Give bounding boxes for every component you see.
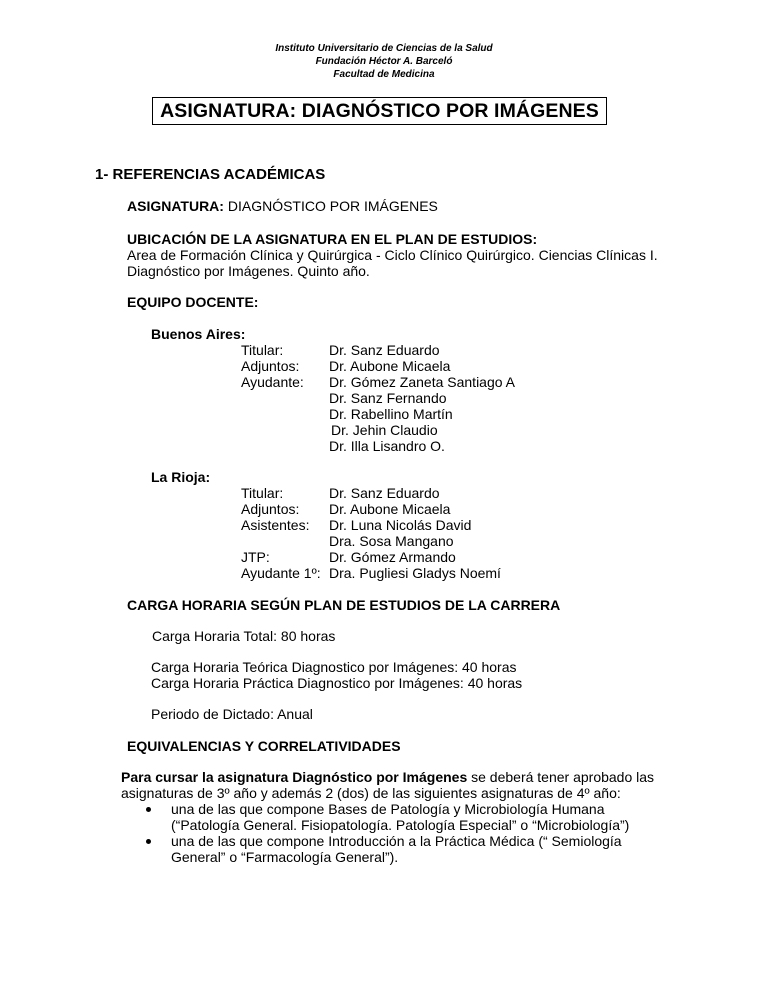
correlatividades-paragraph-line1 (121, 769, 654, 785)
staff-name: Dr. Rabellino Martín (329, 406, 453, 422)
bullet-item-1-line1: una de las que compone Bases de Patología y Microbiología Humana (171, 801, 605, 817)
staff-name: Dra. Pugliesi Gladys Noemí (329, 565, 501, 581)
foundation-name: Fundación Héctor A. Barceló (315, 56, 453, 67)
carga-horaria-heading: CARGA HORARIA SEGÚN PLAN DE ESTUDIOS DE LA CARRERA (127, 597, 561, 613)
bullet-item-1-line2: (“Patología General. Fisiopatología. Patología Especial” o “Microbiología”) (171, 817, 630, 833)
correlatividades-lead-rest: se deberá tener aprobado las (467, 769, 655, 785)
staff-name: Dr. Sanz Fernando (329, 390, 447, 406)
bullet-item-2-line1: una de las que compone Introducción a la Práctica Médica (“ Semiología (171, 833, 622, 849)
staff-name: Dr. Aubone Micaela (329, 358, 451, 374)
staff-name: Dr. Illa Lisandro O. (329, 438, 445, 454)
carga-horaria-teorica: Carga Horaria Teórica Diagnostico por Imágenes: 40 horas (151, 659, 517, 675)
staff-name: Dra. Sosa Mangano (329, 533, 454, 549)
staff-role: Adjuntos: (241, 501, 300, 517)
document-title: ASIGNATURA: DIAGNÓSTICO POR IMÁGENES (152, 97, 607, 125)
asignatura-value: DIAGNÓSTICO POR IMÁGENES (227, 198, 438, 214)
faculty-name: Facultad de Medicina (333, 69, 435, 80)
institution-name: Instituto Universitario de Ciencias de la Salud (275, 43, 493, 54)
equipo-docente-heading: EQUIPO DOCENTE: (127, 294, 259, 310)
staff-name: Dr. Gómez Armando (329, 549, 456, 565)
correlatividades-paragraph-line2: asignaturas de 3º año y además 2 (dos) de las siguientes asignaturas de 4º año: (121, 785, 621, 801)
staff-role: Ayudante 1º: (241, 565, 321, 581)
staff-name: Dr. Sanz Eduardo (329, 485, 440, 501)
carga-horaria-total: Carga Horaria Total: 80 horas (152, 628, 336, 644)
staff-name: Dr. Sanz Eduardo (329, 342, 440, 358)
correlatividades-bold-lead: Para cursar la asignatura Diagnóstico por Imágenes (121, 769, 468, 785)
ubicacion-heading: UBICACIÓN DE LA ASIGNATURA EN EL PLAN DE ESTUDIOS: (127, 231, 538, 247)
staff-name: Dr. Aubone Micaela (329, 501, 451, 517)
asignatura-line (127, 198, 438, 214)
staff-role: Ayudante: (241, 374, 304, 390)
staff-name: Dr. Jehin Claudio (331, 422, 438, 438)
asignatura-label: ASIGNATURA: (127, 198, 224, 214)
ubicacion-text-line2: Diagnóstico por Imágenes. Quinto año. (127, 263, 370, 279)
staff-role: Asistentes: (241, 517, 310, 533)
equivalencias-heading: EQUIVALENCIAS Y CORRELATIVIDADES (127, 738, 401, 754)
periodo-dictado: Periodo de Dictado: Anual (151, 706, 313, 722)
staff-role: Titular: (241, 342, 284, 358)
staff-role: JTP: (241, 549, 270, 565)
campus-la-rioja-label: La Rioja: (151, 469, 211, 485)
campus-buenos-aires-label: Buenos Aires: (151, 326, 246, 342)
ubicacion-text-line1: Area de Formación Clínica y Quirúrgica - Ciclo Clínico Quirúrgico. Ciencias Clínicas I. (127, 247, 658, 263)
staff-role: Titular: (241, 485, 284, 501)
staff-role: Adjuntos: (241, 358, 300, 374)
staff-name: Dr. Luna Nicolás David (329, 517, 472, 533)
staff-name: Dr. Gómez Zaneta Santiago A (329, 374, 515, 390)
bullet-icon (146, 839, 151, 844)
carga-horaria-practica: Carga Horaria Práctica Diagnostico por Imágenes: 40 horas (151, 675, 523, 691)
bullet-item-2-line2: General” o “Farmacología General”). (171, 849, 399, 865)
bullet-icon (146, 807, 151, 812)
section-heading-referencias: 1- REFERENCIAS ACADÉMICAS (95, 166, 326, 183)
